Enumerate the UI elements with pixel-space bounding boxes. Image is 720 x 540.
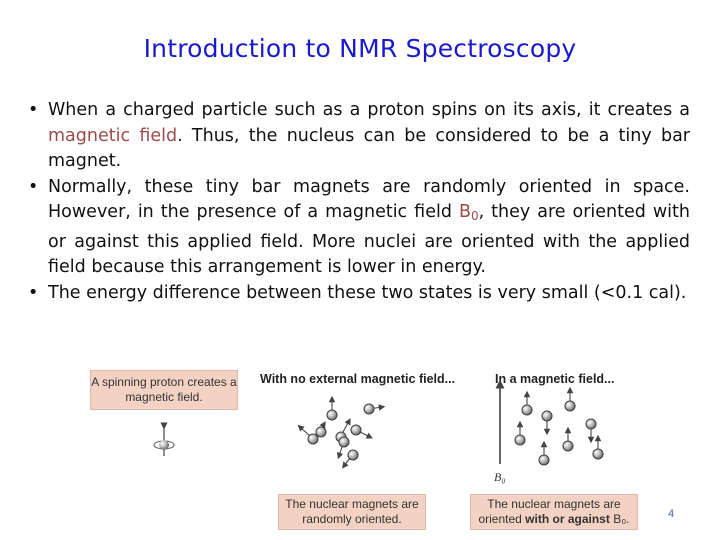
no-field-heading: With no external magnetic field...	[260, 372, 456, 386]
bullet-list	[28, 98, 690, 306]
b0-subscript: 0	[470, 209, 479, 223]
bullet-text: . Thus, the nucleus can be considered to be a tiny bar magnet.	[48, 125, 691, 171]
highlight-term	[459, 202, 479, 222]
b0-symbol: B	[458, 202, 471, 222]
bullet-text: , they are oriented with or against this applied field. More nuclei are oriented with the applied field because this arrangement is lower in energy.	[48, 202, 690, 277]
bullet-text: Normally, these tiny bar magnets are randomly oriented in space. However, in the presence of a magnetic field	[48, 176, 690, 222]
bullet-text: The energy difference between these two states is very small (<0.1 cal).	[48, 282, 687, 303]
random-caption: The nuclear magnets are randomly oriented.	[285, 497, 419, 526]
spinning-proton-icon	[154, 426, 174, 456]
aligned-caption-box	[470, 494, 638, 530]
spin-caption: A spinning proton creates a magnetic field.	[91, 375, 237, 404]
bullet-dot: •	[28, 282, 39, 303]
field-heading: In a magnetic field...	[495, 372, 615, 386]
random-nuclei-icon	[300, 399, 382, 466]
b0-label: B₀	[494, 470, 506, 484]
nmr-figure	[86, 362, 696, 537]
aligned-caption-emphasis: with or against	[525, 512, 610, 526]
page-number: 4	[668, 508, 675, 520]
aligned-nuclei-icon	[515, 390, 603, 465]
bullet-dot: •	[28, 100, 39, 120]
bullet-item-1	[28, 98, 690, 175]
slide-title: Introduction to NMR Spectroscopy	[143, 34, 577, 63]
bullet-dot: •	[28, 176, 39, 197]
highlight-term: magnetic field	[48, 125, 178, 146]
bullet-item-2	[28, 175, 690, 281]
random-caption-box	[278, 494, 426, 530]
bullet-text: When a charged particle such as a proton spins on its axis, it creates a	[48, 100, 690, 120]
bullet-item-3	[28, 281, 690, 307]
aligned-caption: The nuclear magnets are oriented with or against B₀.	[478, 497, 630, 526]
